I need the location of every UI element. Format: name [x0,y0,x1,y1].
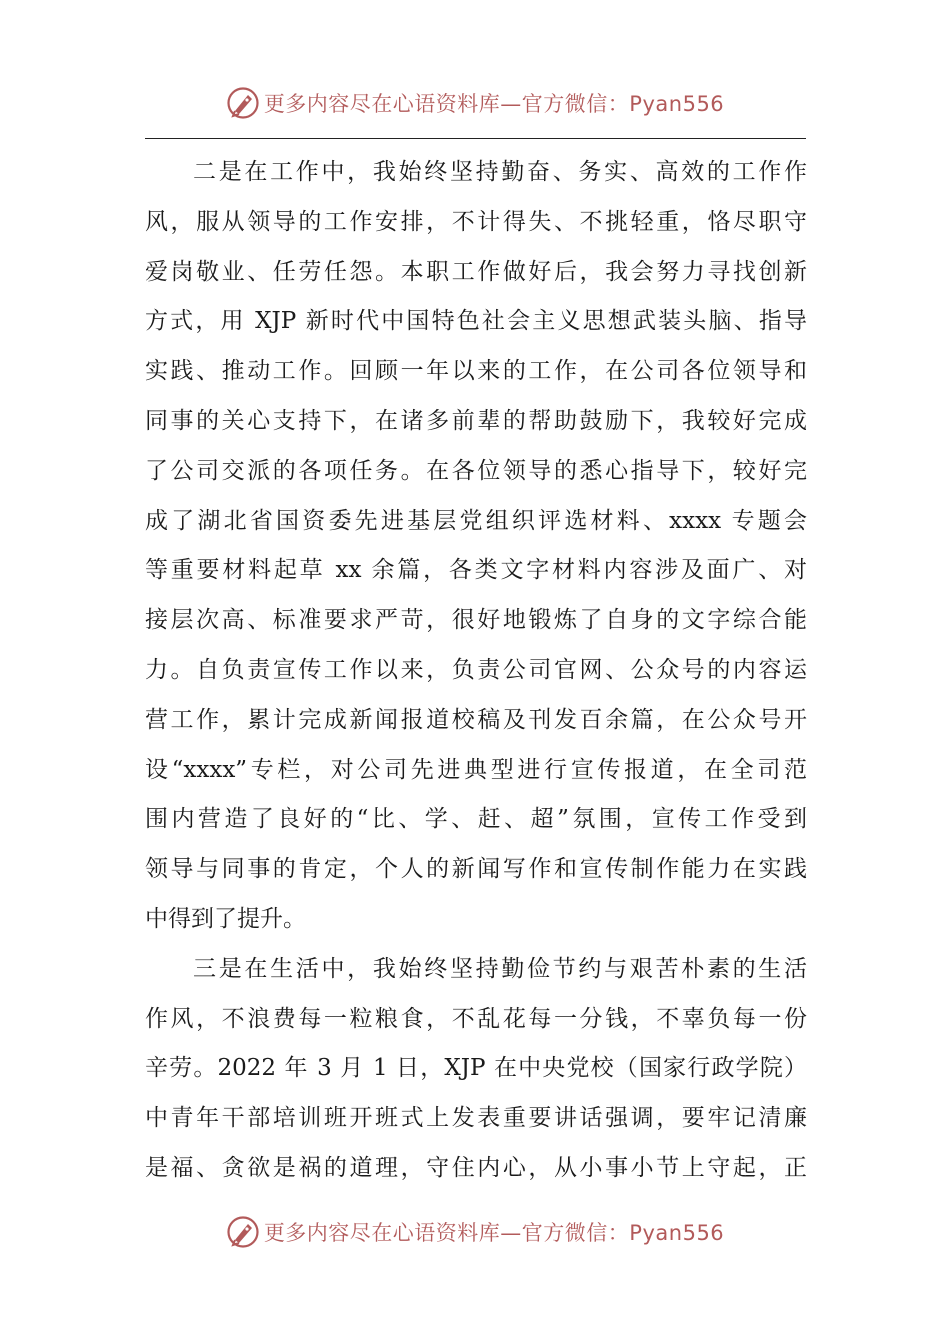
text-line: 实践、推动工作。回顾一年以来的工作，在公司各位领导和 [145,358,807,385]
text-line: 方式，用 XJP 新时代中国特色社会主义思想武装头脑、指导 [145,308,807,335]
text-line: 领导与同事的肯定，个人的新闻写作和宣传制作能力在实践 [145,856,807,883]
footer-watermark [0,1212,950,1252]
text-line: 接层次高、标准要求严苛，很好地锻炼了自身的文字综合能 [145,607,807,634]
text-line: 同事的关心支持下，在诸多前辈的帮助鼓励下，我较好完成 [145,407,807,434]
text-line: 爱岗敬业、任劳任怨。本职工作做好后，我会努力寻找创新 [145,258,807,285]
text-line: 等重要材料起草 xx 余篇，各类文字材料内容涉及面广、对 [145,557,807,584]
text-line: 是福、贪欲是祸的道理，守住内心，从小事小节上守起，正 [145,1154,807,1181]
watermark-text: 更多内容尽在心语资料库—官方微信：Pyan556 [263,92,725,116]
text-line: 二是在工作中，我始终坚持勤奋、务实、高效的工作作 [193,159,807,185]
text-line: 三是在生活中，我始终坚持勤俭节约与艰苦朴素的生活 [193,955,807,982]
text-line: 中青年干部培训班开班式上发表重要讲话强调，要牢记清廉 [145,1105,807,1132]
text-line: 成了湖北省国资委先进基层党组织评选材料、xxxx 专题会 [145,507,807,534]
paragraph [145,945,807,1194]
text-line: 营工作，累计完成新闻报道校稿及刊发百余篇，在公众号开 [145,706,807,733]
pen-nib-circle-icon [226,86,260,120]
text-line: 围内营造了良好的“比、学、赶、超”氛围，宣传工作受到 [145,806,807,833]
text-line: 了公司交派的各项任务。在各位领导的悉心指导下，较好完 [145,457,807,484]
paragraph [145,148,807,945]
text-line: 设“xxxx”专栏，对公司先进典型进行宣传报道，在全司范 [145,756,807,783]
pen-nib-circle-icon [226,1215,260,1249]
header-rule [145,138,806,139]
text-line: 辛劳。2022 年 3 月 1 日，XJP 在中央党校（国家行政学院） [145,1055,807,1082]
text-line: 风，服从领导的工作安排，不计得失、不挑轻重，恪尽职守 [145,208,807,235]
text-line: 力。自负责宣传工作以来，负责公司官网、公众号的内容运 [145,656,807,683]
text-line: 作风，不浪费每一粒粮食，不乱花每一分钱，不辜负每一份 [145,1005,807,1032]
header-watermark [0,83,950,123]
watermark-text: 更多内容尽在心语资料库—官方微信：Pyan556 [263,1221,725,1245]
text-line: 中得到了提升。 [145,905,306,932]
document-body [145,148,807,1194]
